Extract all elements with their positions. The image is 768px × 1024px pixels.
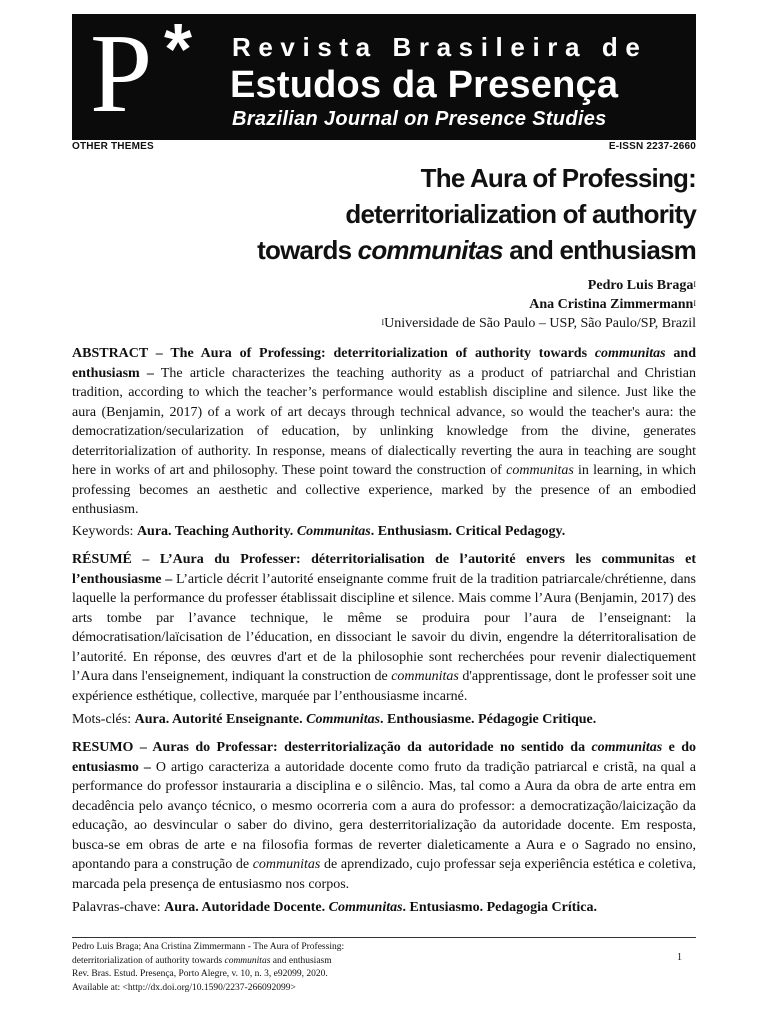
affiliation	[381, 314, 696, 333]
abstract-head-em: communitas	[594, 346, 666, 361]
abstract-body-1: The article characterizes the teaching authority as a product of patriarchal and Christian tradition, according to which the teacher’s performance would establish discipline and silence. Just like the aura (Benjamin, 2017) of a work of art decays through technical advance, so would the teacher's aura: the democratization/secularization of education, by unlinking knowledge from the divine, generates deterritorialization of authority. In response, means of dialectically reverting the aura in teaching are sought here in works of art and philosophy. These point toward the construction of	[72, 365, 696, 478]
abstract-pt	[72, 738, 696, 894]
citation-line-2-post: and enthusiasm	[270, 955, 332, 966]
keywords-2: . Enthusiasm. Critical Pedagogy.	[370, 524, 566, 539]
abstract-body-em: communitas	[506, 463, 574, 478]
footer-rule	[72, 937, 696, 938]
resumo-body-1: O artigo caracteriza a autoridade docente como fruto da tradição patriarcal e cristã, na qual a performance do professor instauraria a disciplina e o silêncio. Mas, tal como a Aura da obra de arte entra em decadência pelo avanço técnico, o mesmo ocorreria com a aura do professor: a democratização/laicização da educação, ao desvincular o saber do divino, gera desterritorialização da autoridade docente. Em resposta, busca-se em obras de arte e na filosofia formas de reverter dialeticamente a Aura e o Sagrado no ensino, apontando para a construção de	[72, 759, 696, 872]
journal-logo-letter: P	[90, 14, 153, 136]
journal-name-line2: Estudos da Presença	[230, 64, 619, 106]
abstract-head-2: and enthusiasm –	[72, 346, 696, 381]
keywords-em: Communitas	[296, 524, 371, 539]
abstract-body-2: in learning, in which professing becomes an aesthetic and collective experience, marked by the presence of an embodied enthusiasm.	[72, 463, 696, 517]
palavras-1: Aura. Autoridade Docente.	[164, 900, 329, 915]
title-line-3-post: and enthusiasm	[502, 235, 696, 265]
citation-line-3: Rev. Bras. Estud. Presença, Porto Alegre, v. 10, n. 3, e92099, 2020.	[72, 969, 328, 979]
resume-body-em: communitas	[391, 669, 459, 684]
author-block	[381, 276, 696, 333]
issn-label: E-ISSN 2237-2660	[608, 141, 696, 152]
title-line-3	[257, 232, 696, 268]
journal-name-english: Brazilian Journal on Presence Studies	[232, 108, 607, 130]
palavras-em: Communitas	[328, 900, 403, 915]
author-1-name: Pedro Luis Braga	[587, 278, 694, 293]
title-line-2: deterritorialization of authority	[345, 199, 696, 229]
palavras-2: . Entusiasmo. Pedagogia Crítica.	[402, 900, 597, 915]
citation-line-1: Pedro Luis Braga; Ana Cristina Zimmermann - The Aura of Professing:	[72, 942, 345, 952]
resumo-head-em: communitas	[591, 740, 663, 755]
resume-body-1: L’article décrit l’autorité enseignante comme fruit de la tradition patriarcale/chrétienne, dans laquelle la performance du professer établissait discipline et silence. Mais comme l’Aura (Benjamin, 2017) des arts tombe par l’avance technique, le même se produira pour l’aura de l’enseignant: la démocratisation/laïcisation de l’éducation, en dissociant le savoir du divin, engendre la déterritoralisation de l’autorité. En réponse, des œuvres d'art et de la philosophie sont recherchées pour revenir dialectiquement l’Aura dans l'enseignement, indiquant la construction de	[72, 571, 697, 684]
author-1	[381, 276, 696, 295]
journal-banner	[72, 14, 696, 140]
author-2-sup: I	[693, 299, 696, 308]
journal-logo-star: *	[164, 14, 193, 90]
resumo-body-2: de aprendizado, cujo professar seja experiência estética e coletiva, marcada pela presença de entusiasmo nos corpos.	[72, 857, 696, 892]
keywords-fr	[72, 710, 712, 729]
keywords-1: Aura. Teaching Authority.	[136, 524, 297, 539]
journal-name-line1: Revista Brasileira de	[232, 32, 648, 62]
abstract-fr	[72, 550, 696, 706]
section-label: OTHER THEMES	[72, 141, 154, 152]
citation-line-2-pre: deterritorialization of authority towards	[72, 955, 225, 966]
citation-line-2	[72, 955, 592, 969]
resume-body-2: d'apprentissage, dont le professer soit une expérience esthétique, collective, marquée par l’enthousiasme incarné.	[72, 669, 696, 704]
resumo-head-2: e do entusiasmo –	[72, 740, 697, 775]
resumo-body-em: communitas	[252, 857, 321, 872]
author-2-name: Ana Cristina Zimmermann	[529, 297, 694, 312]
keywords-label: Keywords:	[72, 524, 137, 539]
palavras-label: Palavras-chave:	[72, 900, 165, 915]
resume-heading: RÉSUMÉ – L’Aura du Professer: déterritorialisation de l’autorité envers les communitas et l’enthousiasme –	[72, 552, 696, 587]
abstract-en	[72, 344, 696, 520]
motscles-em: Communitas	[306, 712, 381, 727]
keywords-en	[72, 522, 712, 541]
motscles-label: Mots-clés:	[72, 712, 135, 727]
citation-line-2-em: communitas	[224, 955, 271, 966]
title-line-3-em: communitas	[357, 235, 503, 265]
article-title	[257, 160, 696, 268]
motscles-2: . Enthousiasme. Pédagogie Critique.	[380, 712, 597, 727]
motscles-1: Aura. Autorité Enseignante.	[134, 712, 307, 727]
author-1-sup: I	[693, 280, 696, 289]
page-number: 1	[677, 952, 682, 963]
title-line-3-pre: towards	[257, 235, 358, 265]
affiliation-text: Universidade de São Paulo – USP, São Paulo/SP, Brazil	[384, 316, 696, 331]
resumo-head-1: RESUMO – Auras do Professar: desterritorialização da autoridade no sentido da	[72, 740, 592, 755]
author-2	[381, 295, 696, 314]
affiliation-sup: I	[381, 318, 385, 327]
title-line-1: The Aura of Professing:	[420, 163, 696, 193]
doi-link[interactable]: Available at: <http://dx.doi.org/10.1590/2237-266092099>	[72, 982, 296, 993]
keywords-pt	[72, 898, 712, 917]
citation-footer	[72, 941, 592, 995]
abstract-head-1: ABSTRACT – The Aura of Professing: deterritorialization of authority towards	[72, 346, 595, 361]
